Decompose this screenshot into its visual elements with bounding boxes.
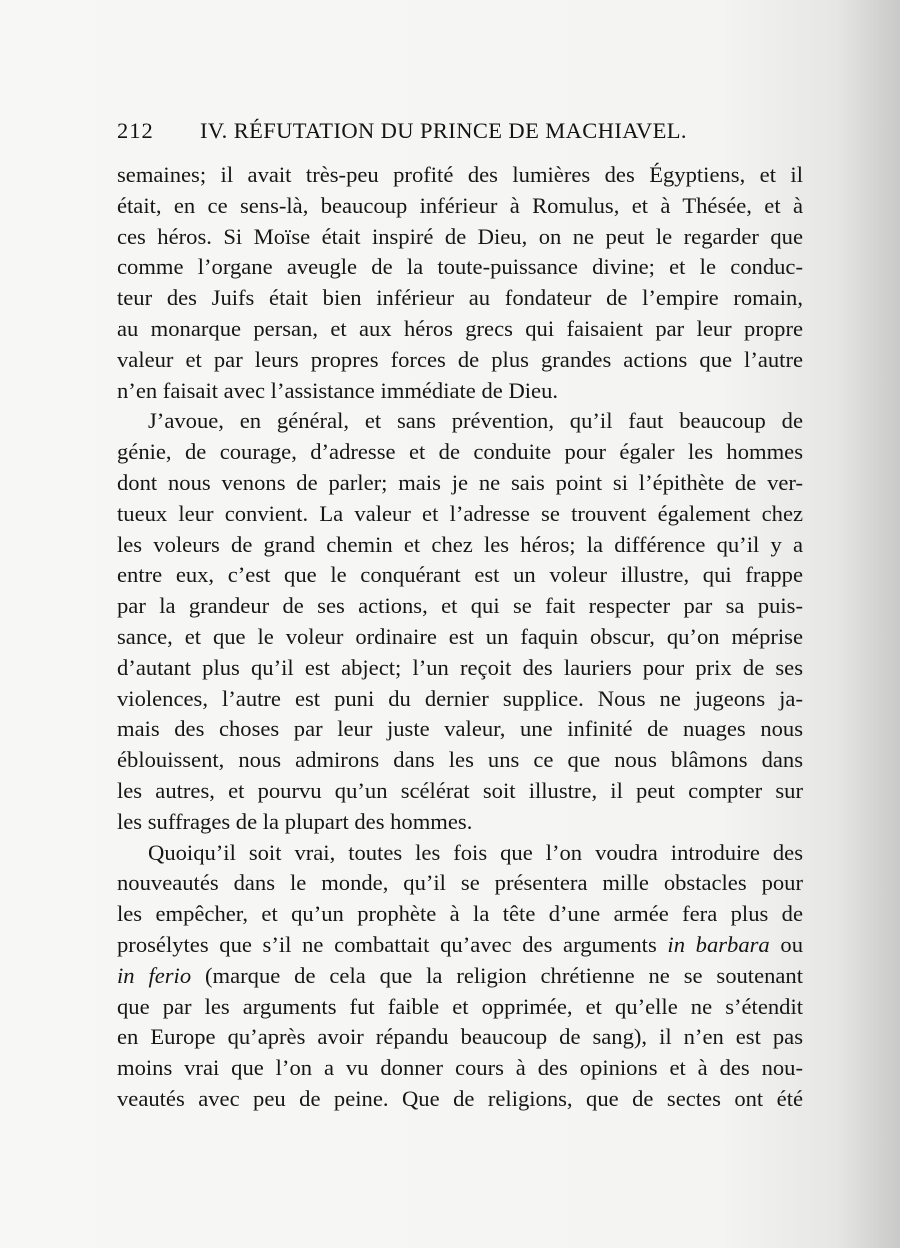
text-line: nouveautés dans le monde, qu’il se présentera mille obstacles pour [117,870,803,896]
paragraph-1 [117,160,803,406]
text-line: comme l’organe aveugle de la toute-puissance divine; et le conduc- [117,254,803,280]
text-line: Quoiqu’il soit vrai, toutes les fois que l’on voudra introduire des [148,839,803,865]
text-line: veautés avec peu de peine. Que de religions, que de sectes ont été [117,1085,803,1111]
running-title: IV. RÉFUTATION DU PRINCE DE MACHIAVEL. [200,118,687,143]
text-line: d’autant plus qu’il est abject; l’un reçoit des lauriers pour prix de ses [117,654,803,680]
text-line: ces héros. Si Moïse était inspiré de Dieu, on ne peut le regarder que [117,223,803,249]
text-line [117,930,803,961]
text-line: sance, et que le voleur ordinaire est un faquin obscur, qu’on méprise [117,623,803,649]
text-line: semaines; il avait très-peu profité des lumières des Égyptiens, et il [117,162,803,187]
text-line: valeur et par leurs propres forces de plus grandes actions que l’autre [117,346,803,372]
latin-term: in ferio [117,962,192,988]
text-line: les autres, et pourvu qu’un scélérat soit illustre, il peut compter sur [117,777,803,803]
text-line [117,961,803,992]
text-line: au monarque persan, et aux héros grecs qui faisaient par leur propre [117,315,803,341]
text-line: les suffrages de la plupart des hommes. [117,808,473,834]
running-header [117,118,817,144]
latin-term: in barbara [667,931,770,957]
text-line: moins vrai que l’on a vu donner cours à des opinions et à des nou- [117,1055,803,1081]
text-line: était, en ce sens-là, beaucoup inférieur à Romulus, et à Thésée, et à [117,192,803,218]
paragraph-3 [117,838,803,1115]
text-line: n’en faisait avec l’assistance immédiate de Dieu. [117,377,559,403]
text-line: entre eux, c’est que le conquérant est un voleur illustre, qui frappe [117,562,803,588]
text-line: par la grandeur de ses actions, et qui se fait respecter par sa puis- [117,593,803,619]
text-line: génie, de courage, d’adresse et de conduite pour égaler les hommes [117,439,803,465]
text-line: les empêcher, et qu’un prophète à la tête d’une armée fera plus de [117,901,803,927]
page-number: 212 [117,118,154,143]
body-text [117,160,803,1115]
text-segment: (marque de cela que la religion chrétienne ne se soutenant [191,962,803,988]
text-line: tueux leur convient. La valeur et l’adresse se trouvent également chez [117,500,803,526]
text-line: que par les arguments fut faible et opprimée, et qu’elle ne s’étendit [117,993,803,1019]
paragraph-2 [117,406,803,837]
text-line: mais des choses par leur juste valeur, une infinité de nuages nous [117,716,803,742]
text-line: en Europe qu’après avoir répandu beaucoup de sang), il n’en est pas [117,1024,803,1050]
text-segment: ou [769,931,803,957]
text-line: dont nous venons de parler; mais je ne sais point si l’épithète de ver- [117,469,803,495]
text-line: éblouissent, nous admirons dans les uns ce que nous blâmons dans [117,747,803,773]
text-line: les voleurs de grand chemin et chez les héros; la différence qu’il y a [117,531,803,557]
text-line: teur des Juifs était bien inférieur au fondateur de l’empire romain, [117,285,803,311]
text-line: J’avoue, en général, et sans prévention, qu’il faut beaucoup de [148,408,803,434]
text-segment: prosélytes que s’il ne combattait qu’avec des arguments [117,931,668,957]
text-line: violences, l’autre est puni du dernier supplice. Nous ne jugeons ja- [117,685,803,711]
